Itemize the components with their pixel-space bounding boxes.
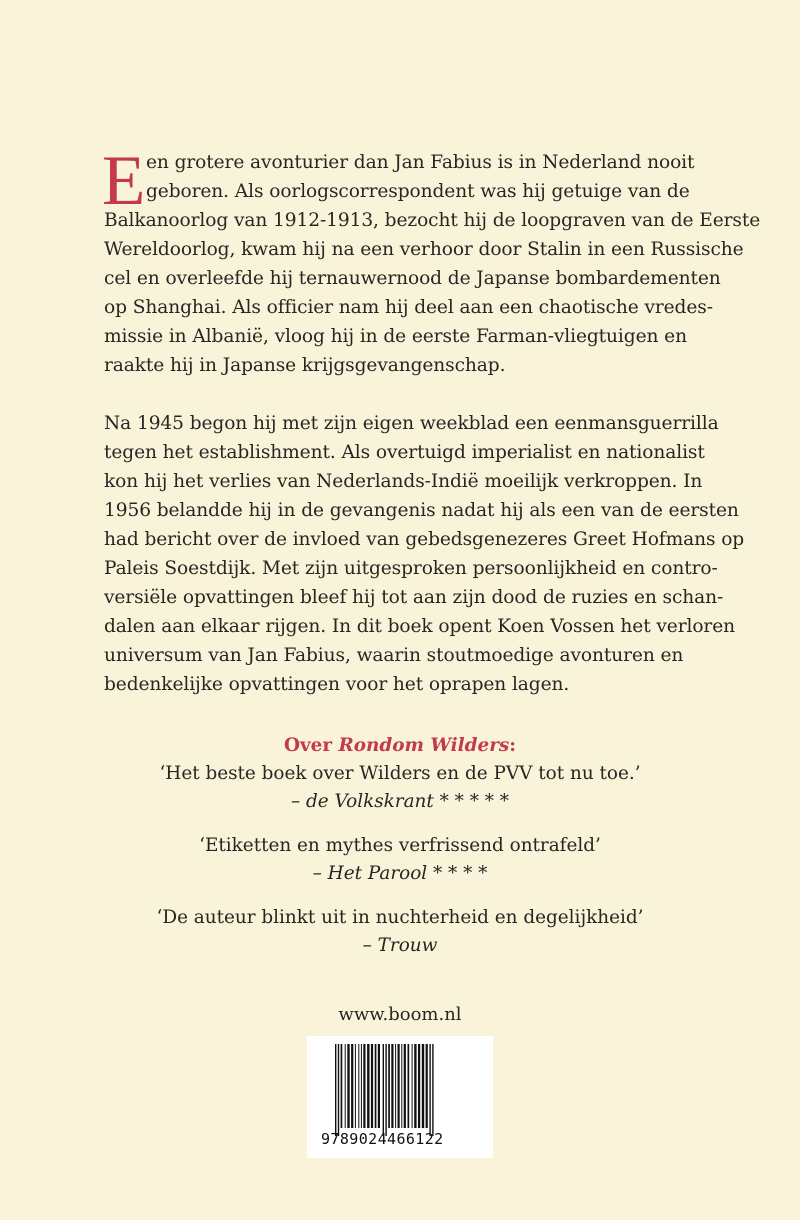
barcode xyxy=(307,1036,493,1158)
barcode-bar xyxy=(432,1044,433,1136)
reviews-heading-title: Rondom Wilders xyxy=(338,735,510,756)
text-line: dalen aan elkaar rijgen. In dit boek opent Koen Vossen het verloren xyxy=(104,616,735,637)
text-line: geboren. Als oorlogscorrespondent was hij getuige van de xyxy=(146,181,690,202)
text-line: en grotere avonturier dan Jan Fabius is in Nederland nooit xyxy=(146,152,695,173)
barcode-bar xyxy=(388,1044,390,1128)
text-line: Na 1945 begon hij met zijn eigen weekblad een eenmansguerrilla xyxy=(104,413,719,434)
barcode-bar xyxy=(355,1044,356,1128)
review-source xyxy=(0,860,800,888)
text-line: Balkanoorlog van 1912-1913, bezocht hij de loopgraven van de Eerste xyxy=(104,210,761,231)
text-line: had bericht over de invloed van gebedsgenezeres Greet Hofmans op xyxy=(104,529,745,550)
barcode-bar xyxy=(426,1044,428,1128)
barcode-bar xyxy=(401,1044,402,1128)
review-stars: * * * * xyxy=(427,863,488,884)
barcode-bar xyxy=(341,1044,343,1128)
reviews-heading xyxy=(0,732,800,760)
reviews-heading-suffix: : xyxy=(509,735,517,756)
review-quote: ‘Etiketten en mythes verfrissend ontrafeld’ xyxy=(199,835,601,856)
barcode-bar xyxy=(414,1044,416,1128)
text-line: op Shanghai. Als officier nam hij deel aan een chaotische vredes- xyxy=(104,297,713,318)
text-line: bedenkelijke opvattingen voor het oprapen lagen. xyxy=(104,674,570,695)
barcode-bar xyxy=(371,1044,373,1128)
barcode-bar xyxy=(345,1044,346,1128)
description-paragraph-1 xyxy=(102,142,761,380)
text-line: kon hij het verlies van Nederlands-Indië moeilijk verkroppen. In xyxy=(104,471,703,492)
barcode-bar xyxy=(408,1044,410,1128)
barcode-bar xyxy=(391,1044,393,1128)
barcode-bar xyxy=(358,1044,359,1128)
text-line: Wereldoorlog, kwam hij na een verhoor door Stalin in een Russische xyxy=(104,239,744,260)
text-line: missie in Albanië, vloog hij in de eerste Farman-vliegtuigen en xyxy=(104,326,687,347)
barcode-bar xyxy=(422,1044,424,1128)
barcode-bar xyxy=(361,1044,362,1128)
barcode-bar xyxy=(375,1044,377,1128)
barcode-bar xyxy=(404,1044,406,1128)
barcode-bar xyxy=(335,1044,336,1136)
review-stars: * * * * * xyxy=(433,791,510,812)
reviews-section xyxy=(0,732,800,960)
barcode-bar xyxy=(363,1044,365,1128)
review-source xyxy=(0,788,800,816)
barcode-bar xyxy=(418,1044,420,1128)
barcode-bar xyxy=(347,1044,349,1128)
text-line: raakte hij in Japanse krijgsgevangenschap. xyxy=(104,355,506,376)
review-source-name: – Het Parool xyxy=(312,863,428,884)
review-quote: ‘De auteur blinkt uit in nuchterheid en degelijkheid’ xyxy=(156,907,644,928)
publisher-url: www.boom.nl xyxy=(338,1004,462,1025)
text-line: 1956 belandde hij in de gevangenis nadat hij als een van de eersten xyxy=(104,500,739,521)
barcode-bar xyxy=(367,1044,369,1128)
text-line: tegen het establishment. Als overtuigd imperialist en nationalist xyxy=(104,442,705,463)
barcode-bar xyxy=(385,1044,386,1136)
barcode-bar xyxy=(378,1044,380,1128)
text-line: versiële opvattingen bleef hij tot aan zijn dood de ruzies en schan- xyxy=(104,587,724,608)
barcode-bar xyxy=(395,1044,396,1128)
review-source-name: – de Volkskrant xyxy=(290,791,434,812)
barcode-bar xyxy=(398,1044,400,1128)
barcode-bar xyxy=(338,1044,339,1136)
text-line: cel en overleefde hij ternauwernood de Japanse bombardementen xyxy=(104,268,721,289)
text-line: Paleis Soestdijk. Met zijn uitgesproken persoonlijkheid en contro- xyxy=(104,558,718,579)
review-source-name: – Trouw xyxy=(362,935,438,956)
review-source xyxy=(0,932,800,960)
barcode-bar xyxy=(429,1044,430,1136)
barcode-bar xyxy=(383,1044,384,1136)
text-line: universum van Jan Fabius, waarin stoutmoedige avonturen en xyxy=(104,645,684,666)
drop-cap: E xyxy=(102,142,146,220)
isbn-number: 9789024466122 xyxy=(321,1130,444,1148)
barcode-bar xyxy=(412,1044,413,1128)
reviews-heading-prefix: Over xyxy=(283,735,339,756)
barcode-bar xyxy=(351,1044,353,1128)
description-paragraph-2 xyxy=(104,409,745,699)
review-quote: ‘Het beste boek over Wilders en de PVV tot nu toe.’ xyxy=(159,763,641,784)
